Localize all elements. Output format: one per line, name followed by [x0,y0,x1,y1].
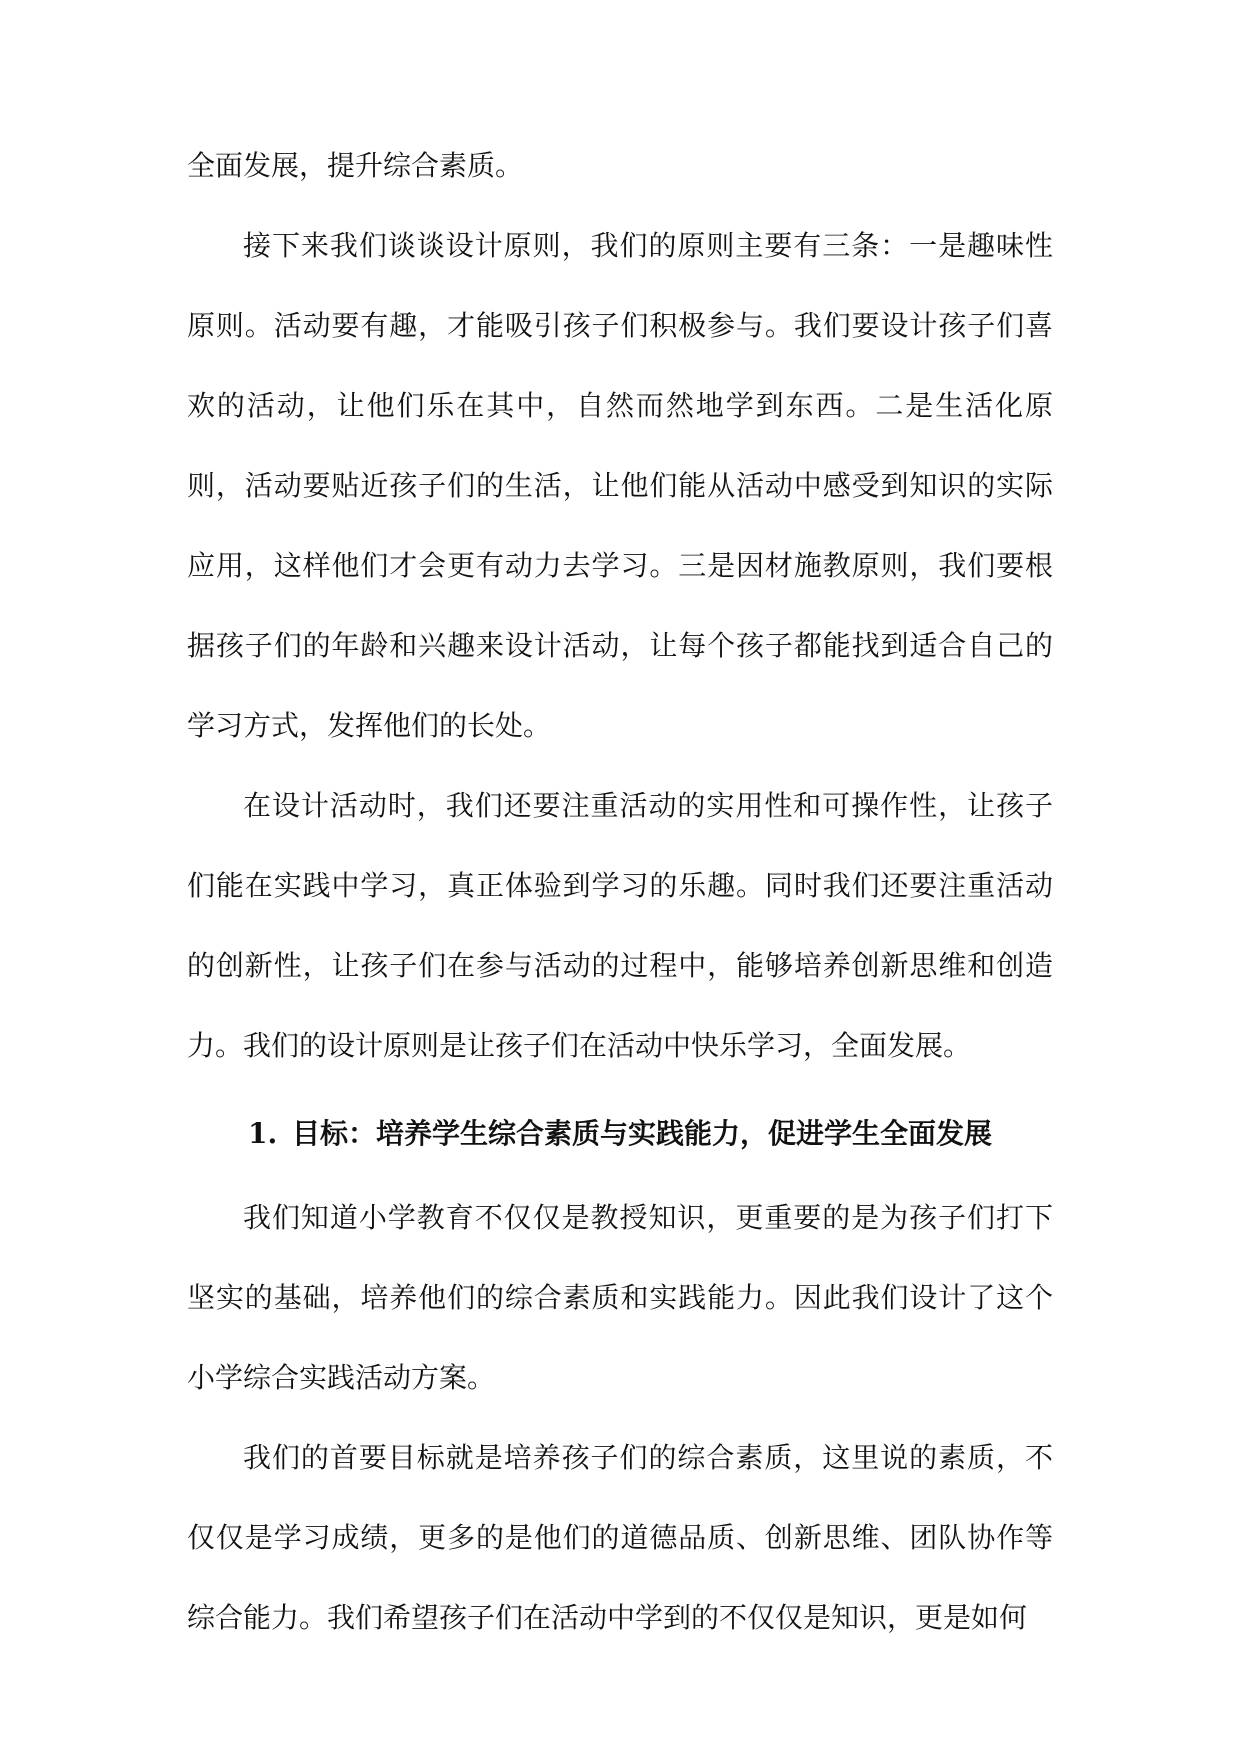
paragraph-education-purpose: 我们知道小学教育不仅仅是教授知识，更重要的是为孩子们打下坚实的基础，培养他们的综合素质和实践能力。因此我们设计了这个小学综合实践活动方案。 [187,1201,1053,1394]
paragraph-practicality: 在设计活动时，我们还要注重活动的实用性和可操作性，让孩子们能在实践中学习，真正体验到学习的乐趣。同时我们还要注重活动的创新性，让孩子们在参与活动的过程中，能够培养创新思维和创造力。我们的设计原则是让孩子们在活动中快乐学习，全面发展。 [187,789,1053,1062]
section-heading-number: 1. [248,1117,278,1150]
section-heading-text: 目标：培养学生综合素质与实践能力，促进学生全面发展 [292,1117,993,1150]
section-heading [187,1090,1053,1178]
paragraph-design-principles: 接下来我们谈谈设计原则，我们的原则主要有三条：一是趣味性原则。活动要有趣，才能吸引孩子们积极参与。我们要设计孩子们喜欢的活动，让他们乐在其中，自然而然地学到东西。二是生活化原则，活动要贴近孩子们的生活，让他们能从活动中感受到知识的实际应用，这样他们才会更有动力去学习。三是因材施教原则，我们要根据孩子们的年龄和兴趣来设计活动，让每个孩子都能找到适合自己的学习方式，发挥他们的长处。 [187,229,1053,742]
paragraph-primary-goal: 我们的首要目标就是培养孩子们的综合素质，这里说的素质，不仅仅是学习成绩，更多的是他们的道德品质、创新思维、团队协作等综合能力。我们希望孩子们在活动中学到的不仅仅是知识，更是如何 [187,1441,1053,1634]
paragraph-continuation: 全面发展，提升综合素质。 [187,149,524,182]
document-body [187,126,1053,1658]
